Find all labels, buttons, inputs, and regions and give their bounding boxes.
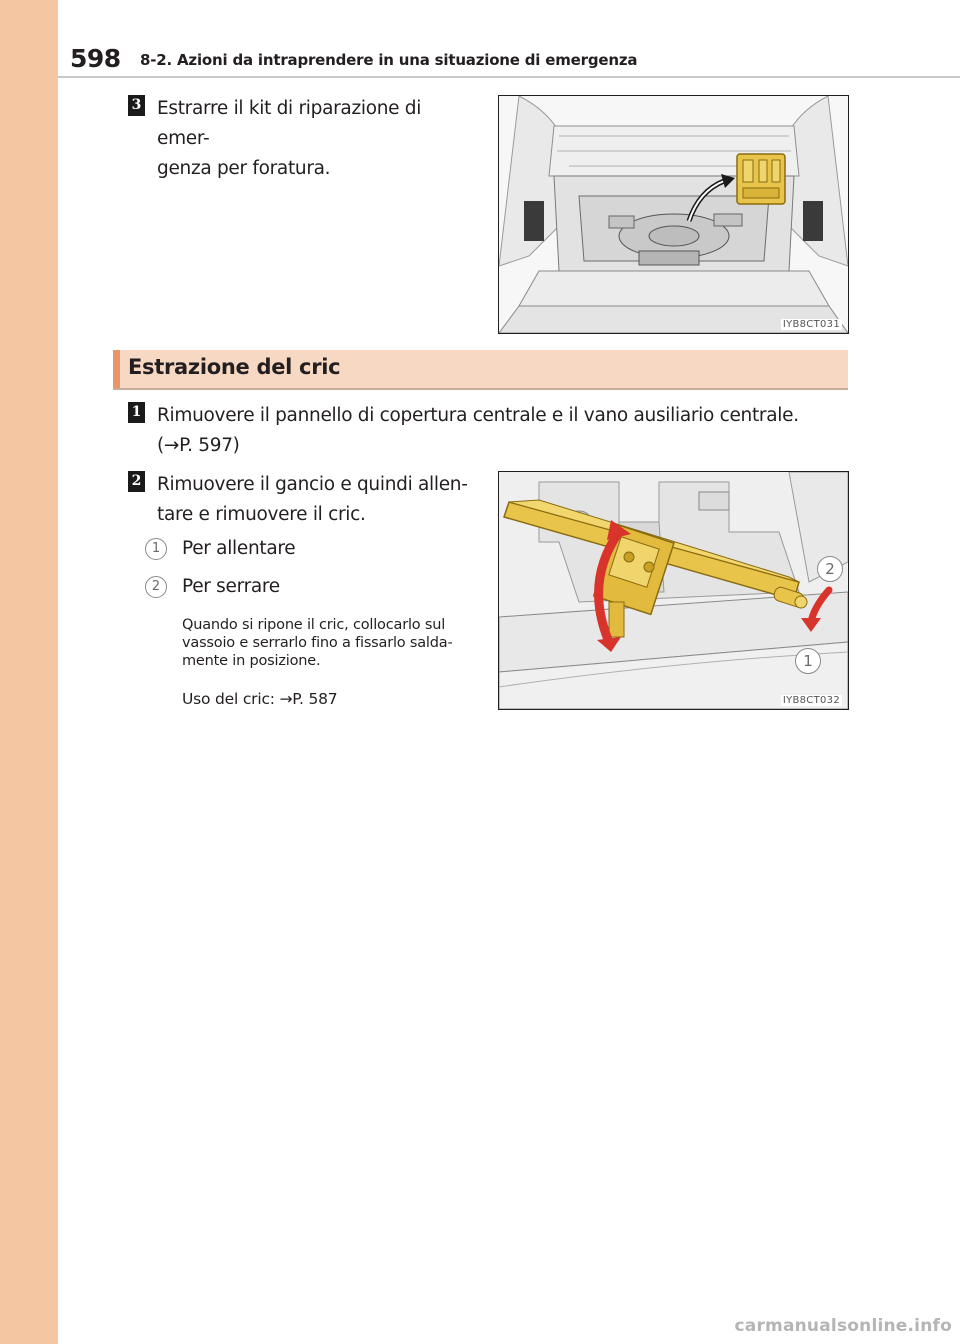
trunk-illustration xyxy=(499,96,848,333)
list-item-tighten: Per serrare xyxy=(182,576,280,597)
side-thumb-band xyxy=(0,0,58,1344)
callout-loosen: 1 xyxy=(795,648,821,674)
running-header: 8-2. Azioni da intraprendere in una situazione di emergenza xyxy=(140,51,638,69)
figure-code: IYB8CT032 xyxy=(782,695,840,706)
jack-illustration xyxy=(499,472,848,709)
step-1-badge: 1 xyxy=(128,402,145,423)
step-3-badge: 3 xyxy=(128,95,145,116)
list-marker-2: 2 xyxy=(145,576,167,598)
step-2-badge: 2 xyxy=(128,471,145,492)
step-2-text: Rimuovere il gancio e quindi allen- tare e rimuovere il cric. xyxy=(157,474,468,525)
jack-removal-figure xyxy=(498,471,849,710)
list-marker-1: 1 xyxy=(145,538,167,560)
footer-watermark: carmanualsonline.info xyxy=(734,1316,952,1336)
header-rule xyxy=(58,76,960,78)
section-heading-bar xyxy=(113,350,848,390)
step-1-text: Rimuovere il pannello di copertura centrale e il vano ausiliario centrale. (→P. 597) xyxy=(157,405,799,456)
page-number: 598 xyxy=(70,44,121,73)
figure-code: IYB8CT031 xyxy=(782,319,840,330)
callout-tighten: 2 xyxy=(817,556,843,582)
trunk-repair-kit-figure xyxy=(498,95,849,334)
jack-usage-xref: Uso del cric: →P. 587 xyxy=(182,690,338,708)
step-3-text: Estrarre il kit di riparazione di emer- genza per foratura. xyxy=(157,98,422,179)
jack-storage-note: Quando si ripone il cric, collocarlo sul vassoio e serrarlo fino a fissarlo salda- mente in posizione. xyxy=(182,617,453,669)
list-item-loosen: Per allentare xyxy=(182,538,296,559)
section-accent xyxy=(113,350,120,388)
section-title: Estrazione del cric xyxy=(128,355,341,379)
